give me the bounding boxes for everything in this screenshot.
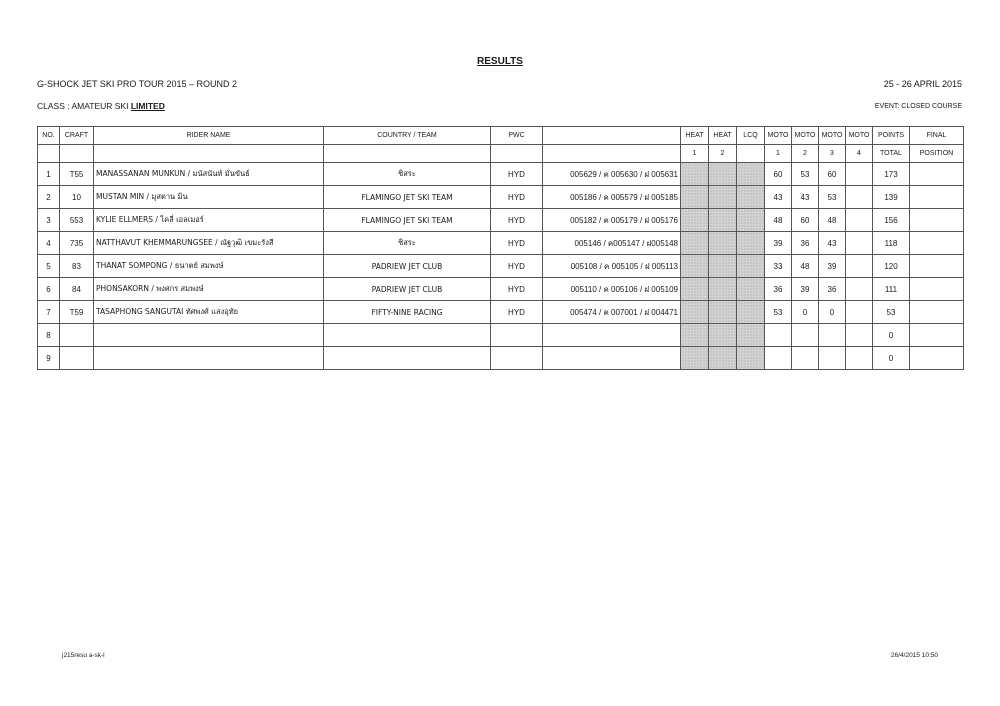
cell-moto1: 48 xyxy=(765,209,792,232)
cell-heat1 xyxy=(681,186,709,209)
cell-moto2: 48 xyxy=(792,255,819,278)
col-final-header: FINAL xyxy=(910,127,964,145)
cell-heat2 xyxy=(709,255,737,278)
cell-rider: KYLIE ELLMERS / ไคลี่ เอลเมอร์ xyxy=(94,209,324,232)
table-row xyxy=(38,347,964,370)
cell-heat1 xyxy=(681,163,709,186)
cell-points-total: 139 xyxy=(873,186,910,209)
col-moto1-header: MOTO xyxy=(765,127,792,145)
cell-heat1 xyxy=(681,232,709,255)
cell-rider: NATTHAVUT KHEMMARUNGSEE / ณัฐวุฒิ เขมะรังสี xyxy=(94,232,324,255)
cell-country: FLAMINGO JET SKI TEAM xyxy=(324,186,491,209)
cell-no: 2 xyxy=(38,186,60,209)
cell-moto4 xyxy=(846,324,873,347)
cell-final-position xyxy=(910,209,964,232)
cell-moto3: 39 xyxy=(819,255,846,278)
cell-moto1 xyxy=(765,324,792,347)
col-moto2-subheader: 2 xyxy=(792,145,819,163)
cell-moto2: 60 xyxy=(792,209,819,232)
footer-timestamp: 26/4/2015 10:50 xyxy=(891,652,938,659)
cell-moto4 xyxy=(846,232,873,255)
cell-registration: 005108 / ค 005105 / ฝ 005113 xyxy=(543,255,681,278)
cell-moto4 xyxy=(846,347,873,370)
cell-lcq xyxy=(737,324,765,347)
col-lcq-subheader xyxy=(737,145,765,163)
col-final-subheader: POSITION xyxy=(910,145,964,163)
event-date: 25 - 26 APRIL 2015 xyxy=(883,79,962,89)
col-heat2-header: HEAT xyxy=(709,127,737,145)
cell-points-total: 156 xyxy=(873,209,910,232)
cell-moto3: 53 xyxy=(819,186,846,209)
cell-lcq xyxy=(737,186,765,209)
cell-country xyxy=(324,347,491,370)
table-row xyxy=(38,278,964,301)
cell-rider: MUSTAN MIN / มุสตาน มิน xyxy=(94,186,324,209)
cell-registration: 005186 / ค 005579 / ฝ 005185 xyxy=(543,186,681,209)
cell-heat2 xyxy=(709,186,737,209)
cell-points-total: 111 xyxy=(873,278,910,301)
cell-pwc xyxy=(491,347,543,370)
cell-country xyxy=(324,324,491,347)
cell-final-position xyxy=(910,232,964,255)
cell-pwc: HYD xyxy=(491,209,543,232)
cell-heat2 xyxy=(709,163,737,186)
col-craft-subheader xyxy=(60,145,94,163)
cell-moto4 xyxy=(846,209,873,232)
cell-points-total: 118 xyxy=(873,232,910,255)
cell-heat1 xyxy=(681,255,709,278)
cell-moto2: 39 xyxy=(792,278,819,301)
col-no-header: NO. xyxy=(38,127,60,145)
col-rider-header: RIDER NAME xyxy=(94,127,324,145)
cell-points-total: 173 xyxy=(873,163,910,186)
cell-lcq xyxy=(737,347,765,370)
col-moto3-header: MOTO xyxy=(819,127,846,145)
cell-moto1: 39 xyxy=(765,232,792,255)
col-country-subheader xyxy=(324,145,491,163)
cell-final-position xyxy=(910,324,964,347)
cell-moto3 xyxy=(819,347,846,370)
col-moto1-subheader: 1 xyxy=(765,145,792,163)
cell-moto4 xyxy=(846,186,873,209)
col-heat1-header: HEAT xyxy=(681,127,709,145)
cell-moto1 xyxy=(765,347,792,370)
cell-no: 9 xyxy=(38,347,60,370)
table-row xyxy=(38,163,964,186)
cell-country: FIFTY-NINE RACING xyxy=(324,301,491,324)
cell-moto2 xyxy=(792,324,819,347)
cell-pwc xyxy=(491,324,543,347)
cell-pwc: HYD xyxy=(491,301,543,324)
cell-heat1 xyxy=(681,278,709,301)
cell-moto4 xyxy=(846,163,873,186)
cell-pwc: HYD xyxy=(491,278,543,301)
cell-moto3: 43 xyxy=(819,232,846,255)
table-row xyxy=(38,232,964,255)
cell-moto3: 60 xyxy=(819,163,846,186)
col-points-header: POINTS xyxy=(873,127,910,145)
cell-rider xyxy=(94,324,324,347)
cell-final-position xyxy=(910,186,964,209)
col-no-subheader xyxy=(38,145,60,163)
cell-craft: T59 xyxy=(60,301,94,324)
cell-registration: 005110 / ค 005106 / ฝ 005109 xyxy=(543,278,681,301)
class-emphasis: LIMITED xyxy=(130,101,165,111)
cell-heat2 xyxy=(709,232,737,255)
cell-pwc: HYD xyxy=(491,255,543,278)
cell-points-total: 0 xyxy=(873,347,910,370)
cell-craft: 84 xyxy=(60,278,94,301)
cell-craft: T55 xyxy=(60,163,94,186)
cell-rider: MANASSANAN MUNKUN / มนัสนันท์ มั่นขันธ์ xyxy=(94,163,324,186)
footer-code: j215resu a-sk-l xyxy=(62,652,105,659)
cell-craft: 735 xyxy=(60,232,94,255)
cell-moto3: 48 xyxy=(819,209,846,232)
cell-moto3: 0 xyxy=(819,301,846,324)
results-table xyxy=(37,126,964,370)
cell-pwc: HYD xyxy=(491,163,543,186)
col-rider-subheader xyxy=(94,145,324,163)
cell-craft: 553 xyxy=(60,209,94,232)
cell-no: 5 xyxy=(38,255,60,278)
col-pwc-header: PWC xyxy=(491,127,543,145)
event-name: G-SHOCK JET SKI PRO TOUR 2015 – ROUND 2 xyxy=(37,79,238,89)
table-row xyxy=(38,324,964,347)
cell-heat1 xyxy=(681,324,709,347)
cell-registration: 005182 / ค 005179 / ฝ 005176 xyxy=(543,209,681,232)
cell-moto4 xyxy=(846,278,873,301)
cell-moto2: 0 xyxy=(792,301,819,324)
cell-moto4 xyxy=(846,301,873,324)
cell-moto1: 36 xyxy=(765,278,792,301)
cell-final-position xyxy=(910,255,964,278)
cell-lcq xyxy=(737,163,765,186)
class-line xyxy=(37,101,165,111)
cell-heat2 xyxy=(709,278,737,301)
cell-moto3 xyxy=(819,324,846,347)
col-heat1-subheader: 1 xyxy=(681,145,709,163)
col-country-header: COUNTRY / TEAM xyxy=(324,127,491,145)
cell-points-total: 120 xyxy=(873,255,910,278)
cell-pwc: HYD xyxy=(491,232,543,255)
cell-country: ชิสระ xyxy=(324,163,491,186)
col-reg-header xyxy=(543,127,681,145)
cell-heat2 xyxy=(709,347,737,370)
table-row xyxy=(38,186,964,209)
cell-country: PADRIEW JET CLUB xyxy=(324,255,491,278)
col-moto4-subheader: 4 xyxy=(846,145,873,163)
cell-moto1: 53 xyxy=(765,301,792,324)
cell-moto2: 43 xyxy=(792,186,819,209)
col-lcq-header: LCQ xyxy=(737,127,765,145)
cell-rider: PHONSAKORN / พงศกร สมพงษ์ xyxy=(94,278,324,301)
cell-moto1: 33 xyxy=(765,255,792,278)
cell-country: PADRIEW JET CLUB xyxy=(324,278,491,301)
cell-heat1 xyxy=(681,301,709,324)
cell-heat1 xyxy=(681,209,709,232)
table-row xyxy=(38,301,964,324)
cell-no: 4 xyxy=(38,232,60,255)
col-reg-subheader xyxy=(543,145,681,163)
table-row xyxy=(38,255,964,278)
table-row xyxy=(38,209,964,232)
cell-no: 7 xyxy=(38,301,60,324)
cell-no: 8 xyxy=(38,324,60,347)
cell-moto2: 36 xyxy=(792,232,819,255)
cell-final-position xyxy=(910,278,964,301)
cell-heat2 xyxy=(709,324,737,347)
class-prefix: CLASS : AMATEUR SKI xyxy=(37,101,131,111)
col-moto3-subheader: 3 xyxy=(819,145,846,163)
cell-craft xyxy=(60,347,94,370)
cell-moto3: 36 xyxy=(819,278,846,301)
cell-no: 3 xyxy=(38,209,60,232)
cell-lcq xyxy=(737,278,765,301)
cell-rider: THANAT SOMPONG / ธนาตย์ สมพงษ์ xyxy=(94,255,324,278)
page-title: RESULTS xyxy=(477,56,523,67)
cell-registration xyxy=(543,347,681,370)
cell-craft: 83 xyxy=(60,255,94,278)
col-moto4-header: MOTO xyxy=(846,127,873,145)
cell-final-position xyxy=(910,301,964,324)
header-row-2 xyxy=(38,145,964,163)
cell-country: ชิสระ xyxy=(324,232,491,255)
cell-craft xyxy=(60,324,94,347)
event-type: EVENT: CLOSED COURSE xyxy=(874,103,962,110)
cell-rider xyxy=(94,347,324,370)
cell-final-position xyxy=(910,163,964,186)
cell-craft: 10 xyxy=(60,186,94,209)
cell-moto4 xyxy=(846,255,873,278)
col-craft-header: CRAFT xyxy=(60,127,94,145)
cell-country: FLAMINGO JET SKI TEAM xyxy=(324,209,491,232)
cell-lcq xyxy=(737,232,765,255)
cell-moto2: 53 xyxy=(792,163,819,186)
results-body xyxy=(38,163,964,370)
cell-registration: 005629 / ค 005630 / ฝ 005631 xyxy=(543,163,681,186)
cell-pwc: HYD xyxy=(491,186,543,209)
cell-points-total: 0 xyxy=(873,324,910,347)
cell-moto1: 60 xyxy=(765,163,792,186)
cell-moto1: 43 xyxy=(765,186,792,209)
col-pwc-subheader xyxy=(491,145,543,163)
cell-heat1 xyxy=(681,347,709,370)
cell-lcq xyxy=(737,301,765,324)
cell-points-total: 53 xyxy=(873,301,910,324)
col-points-subheader: TOTAL xyxy=(873,145,910,163)
cell-no: 6 xyxy=(38,278,60,301)
cell-rider: TASAPHONG SANGUTAI ทัศพงศ์ แสงอุทัย xyxy=(94,301,324,324)
cell-heat2 xyxy=(709,301,737,324)
cell-moto2 xyxy=(792,347,819,370)
cell-registration xyxy=(543,324,681,347)
cell-registration: 005474 / ค 007001 / ฝ 004471 xyxy=(543,301,681,324)
cell-lcq xyxy=(737,209,765,232)
cell-registration: 005146 / ค005147 / ฝ005148 xyxy=(543,232,681,255)
cell-no: 1 xyxy=(38,163,60,186)
cell-final-position xyxy=(910,347,964,370)
col-heat2-subheader: 2 xyxy=(709,145,737,163)
header-row-1 xyxy=(38,127,964,145)
cell-lcq xyxy=(737,255,765,278)
cell-heat2 xyxy=(709,209,737,232)
col-moto2-header: MOTO xyxy=(792,127,819,145)
